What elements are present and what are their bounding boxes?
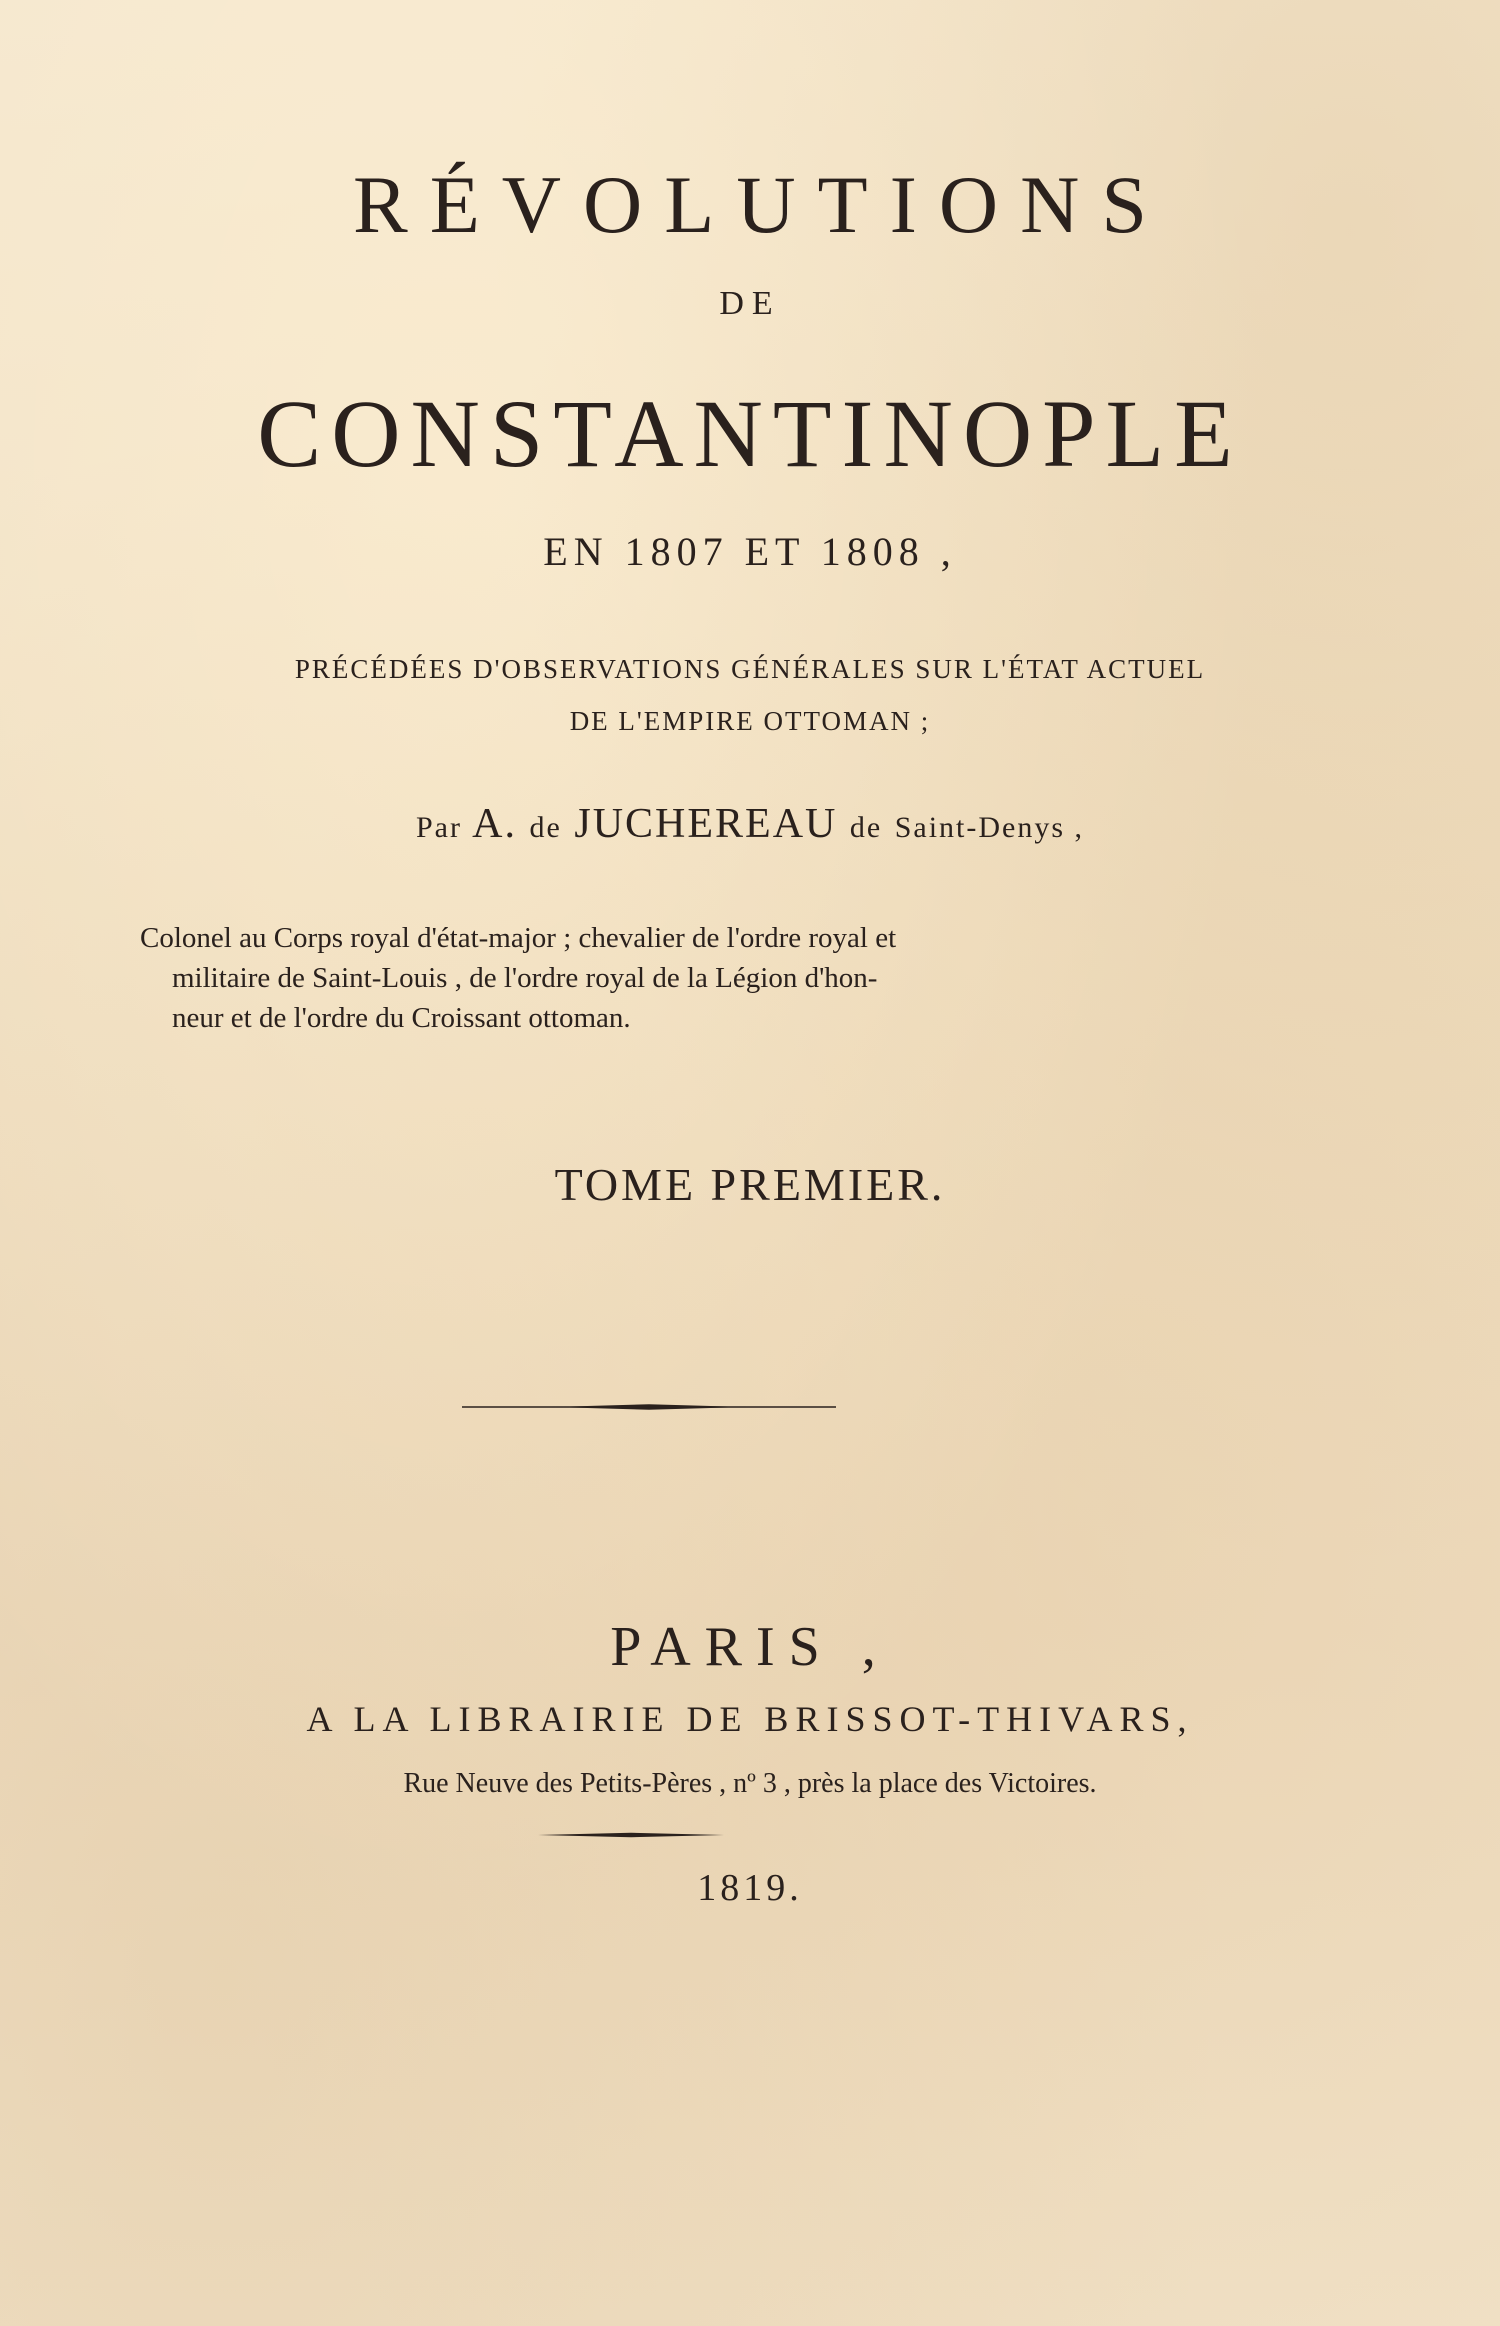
title-line-constantinople: CONSTANTINOPLE <box>257 380 1243 487</box>
volume-label: TOME PREMIER. <box>554 1159 946 1210</box>
author-de-2: de <box>849 811 883 844</box>
author-credentials <box>140 918 1220 1038</box>
author-line <box>0 800 1500 848</box>
imprint-year: 1819. <box>697 1867 803 1909</box>
short-rule <box>538 1832 724 1838</box>
title-line-dates: EN 1807 ET 1808 , <box>543 529 957 574</box>
title-line-revolutions: RÉVOLUTIONS <box>353 159 1169 250</box>
subtitle-line-2: DE L'EMPIRE OTTOMAN ; <box>569 706 931 736</box>
credentials-line-1: Colonel au Corps royal d'état-major ; chevalier de l'ordre royal et <box>140 922 897 954</box>
author-place-name: Saint-Denys , <box>894 811 1085 844</box>
title-line-de: DE <box>719 285 781 322</box>
credentials-line-3: neur et de l'ordre du Croissant ottoman. <box>172 1002 631 1034</box>
author-par: Par <box>415 811 462 844</box>
ornamental-rule <box>462 1404 836 1410</box>
credentials-line-2: militaire de Saint-Louis , de l'ordre royal de la Légion d'hon- <box>172 962 878 994</box>
imprint-city: PARIS , <box>610 1616 890 1678</box>
author-de-1: de <box>529 811 562 844</box>
author-initial: A. <box>472 801 518 847</box>
imprint-address: Rue Neuve des Petits-Pères , nº 3 , près la place des Victoires. <box>403 1768 1097 1799</box>
subtitle-line-1: PRÉCÉDÉES D'OBSERVATIONS GÉNÉRALES SUR L'ÉTAT ACTUEL <box>294 654 1206 684</box>
author-surname: JUCHEREAU <box>574 801 838 847</box>
imprint-publisher: A LA LIBRAIRIE DE BRISSOT-THIVARS, <box>306 1699 1194 1739</box>
